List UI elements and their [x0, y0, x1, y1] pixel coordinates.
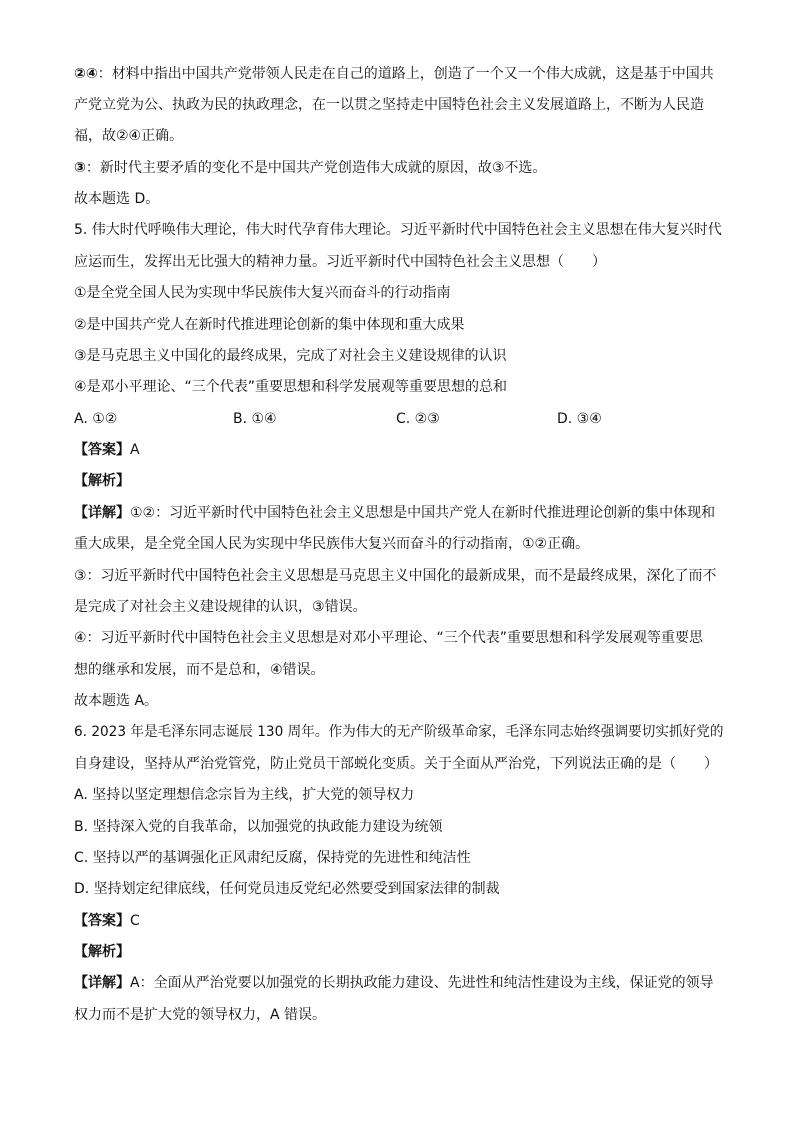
text-line	[74, 661, 724, 679]
text-segment: 权力而不是扩大党的领导权力，A 错误。	[74, 1007, 327, 1023]
text-line	[74, 912, 724, 930]
text-line	[74, 818, 724, 836]
bold-label: 【解析】	[74, 944, 130, 960]
text-segment: ④：习近平新时代中国特色社会主义思想是对邓小平理论、“三个代表”重要思想和科学发展观等重要思	[74, 630, 704, 646]
text-segment: 故本题选 A。	[74, 693, 159, 709]
text-line	[74, 96, 724, 114]
text-line	[74, 535, 724, 553]
choice-option: C. ②③	[396, 411, 440, 427]
text-segment: ：新时代主要矛盾的变化不是中国共产党创造伟大成就的原因，故③不选。	[85, 160, 547, 176]
text-line	[74, 943, 724, 961]
text-segment: 重大成果，是全党全国人民为实现中华民族伟大复兴而奋斗的行动指南，①②正确。	[74, 536, 590, 552]
text-line	[74, 472, 724, 490]
choice-option: D. ③④	[557, 411, 602, 427]
text-segment: 想的继承和发展，而不是总和，④错误。	[74, 662, 325, 678]
text-line	[74, 598, 724, 616]
text-line	[74, 1006, 724, 1024]
text-line	[74, 159, 724, 177]
text-line	[74, 65, 724, 83]
text-segment: ①是全党全国人民为实现中华民族伟大复兴而奋斗的行动指南	[74, 285, 451, 301]
text-segment: 应运而生，发挥出无比强大的精神力量。习近平新时代中国特色社会主义思想（ ）	[74, 254, 606, 270]
text-line	[74, 755, 724, 773]
choice-option: B. ①④	[233, 411, 277, 427]
text-segment: ：材料中指出中国共产党带领人民走在自己的道路上，创造了一个又一个伟大成就，这是基于中国共	[97, 66, 714, 82]
text-line	[74, 786, 724, 804]
text-segment: B. 坚持深入党的自我革命，以加强党的执政能力建设为统领	[74, 819, 443, 835]
text-line	[74, 284, 724, 302]
text-segment: 产党立党为公、执政为民的执政理念，在一以贯之坚持走中国特色社会主义发展道路上，不断为人民造	[74, 97, 704, 113]
text-line	[74, 190, 724, 208]
text-segment: 是完成了对社会主义建设规律的认识，③错误。	[74, 599, 367, 615]
text-segment: ③是马克思主义中国化的最终成果，完成了对社会主义建设规律的认识	[74, 348, 507, 364]
bold-label: ②④	[74, 66, 98, 82]
text-line	[74, 347, 724, 365]
text-segment: D. 坚持划定纪律底线，任何党员违反党纪必然要受到国家法律的制裁	[74, 881, 500, 897]
text-line	[74, 723, 724, 741]
text-line	[74, 567, 724, 585]
text-line	[74, 880, 724, 898]
bold-label: 【答案】	[74, 442, 130, 458]
text-segment: A：全面从严治党要以加强党的长期执政能力建设、先进性和纯洁性建设为主线，保证党的领导	[130, 975, 714, 991]
text-line	[74, 504, 724, 522]
text-segment: C	[130, 913, 140, 929]
text-line	[74, 629, 724, 647]
text-segment: 自身建设，坚持从严治党管党，防止党员干部蜕化变质。关于全面从严治党，下列说法正确的是（ ）	[74, 756, 718, 772]
text-segment: ②是中国共产党人在新时代推进理论创新的集中体现和重大成果	[74, 317, 465, 333]
text-segment: A. 坚持以坚定理想信念宗旨为主线，扩大党的领导权力	[74, 787, 415, 803]
text-segment: ①②：习近平新时代中国特色社会主义思想是中国共产党人在新时代推进理论创新的集中体现和	[130, 505, 716, 521]
text-line	[74, 974, 724, 992]
text-segment: A	[130, 442, 140, 458]
text-line	[74, 127, 724, 145]
text-line	[74, 378, 724, 396]
text-line	[74, 692, 724, 710]
text-segment: 5. 伟大时代呼唤伟大理论，伟大时代孕育伟大理论。习近平新时代中国特色社会主义思想在伟大复兴时代	[74, 222, 722, 238]
text-segment: 故本题选 D。	[74, 191, 160, 207]
bold-label: 【详解】	[74, 975, 130, 991]
text-segment: 6. 2023 年是毛泽东同志诞辰 130 周年。作为伟大的无产阶级革命家，毛泽东同志始终强调要切实抓好党的	[74, 724, 724, 740]
text-segment: 福，故②④正确。	[74, 128, 184, 144]
text-line	[74, 253, 724, 271]
text-line	[74, 849, 724, 867]
text-line	[74, 221, 724, 239]
text-segment: ④是邓小平理论、“三个代表”重要思想和科学发展观等重要思想的总和	[74, 379, 508, 395]
text-segment: ③：习近平新时代中国特色社会主义思想是马克思主义中国化的最新成果，而不是最终成果，深化了而不	[74, 568, 717, 584]
bold-label: 【答案】	[74, 913, 130, 929]
text-segment: C. 坚持以严的基调强化正风肃纪反腐，保持党的先进性和纯洁性	[74, 850, 471, 866]
bold-label: 【详解】	[74, 505, 130, 521]
text-line	[74, 316, 724, 334]
text-line	[74, 441, 724, 459]
bold-label: ③	[74, 160, 86, 176]
bold-label: 【解析】	[74, 473, 130, 489]
choice-option: A. ①②	[74, 411, 118, 427]
